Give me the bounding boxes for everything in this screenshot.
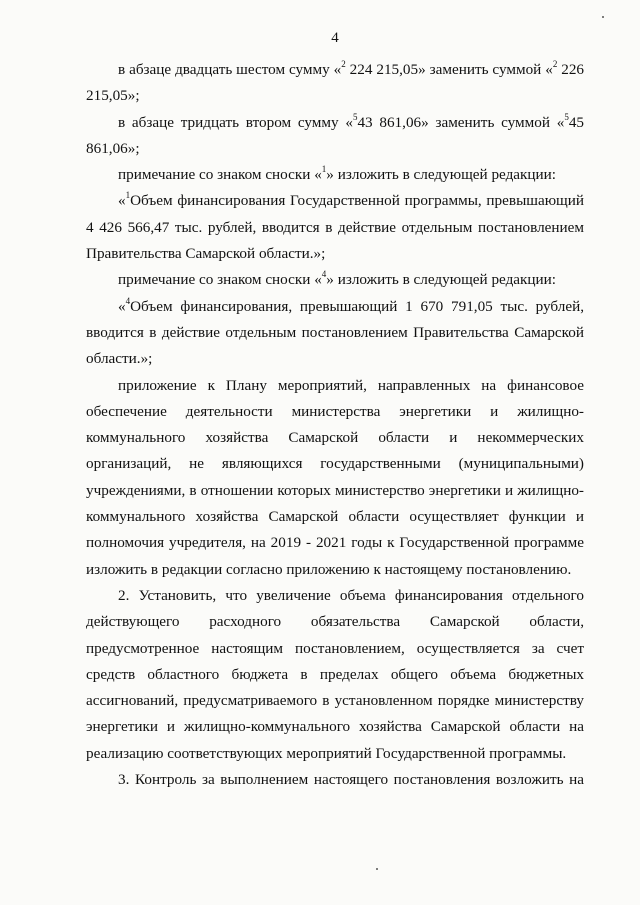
footnote-marker: 4 (321, 269, 327, 280)
footnote-marker: 1 (321, 164, 327, 175)
footnote-marker: 5 (352, 111, 358, 122)
paragraph-footnote-1-text: «$^1$Объем финансирования Государственной программы, превышающий 4 426 566,47 тыс. рублей, вводится в действие отдельным постановлением Правительства Самарской области.»; (86, 190, 584, 263)
footnote-marker: 2 (341, 58, 346, 69)
paragraph-footnote-4-intro: примечание со знаком сноски «$^4$» изложить в следующей редакции: (118, 269, 557, 289)
footnote-marker: 2 (552, 58, 558, 69)
paragraph-amend-32: в абзаце тридцать втором сумму «$^5$43 861,06» заменить суммой «$^5$45 861,06»; (86, 111, 585, 157)
footnote-marker: 4 (125, 295, 131, 306)
paragraph-item-2: 2. Установить, что увеличение объема финансирования отдельного действующего расходного обязательства Самарской области, предусмотренное настоящим постановлением, осуществляется за счет средств областного бюджета в пределах общего объема бюджетных ассигнований, предусматриваемого в установленном порядке министерству энергетики и жилищно-коммунального хозяйства Самарской области на реализацию соответствующих мероприятий Государственной программы. (86, 586, 584, 762)
footnote-marker: 1 (125, 190, 131, 201)
paragraph-footnote-4-text: «$^4$Объем финансирования, превышающий 1 670 791,05 тыс. рублей, вводится в действие отдельным постановлением Правительства Самарской области.»; (86, 295, 584, 368)
paragraph-appendix: приложение к Плану мероприятий, направленных на финансовое обеспечение деятельности министерства энергетики и жилищно-коммунального хозяйства Самарской области и некоммерческих организаций, не являющихся государственными (муниципальными) учреждениями, в отношении которых министерство энергетики и жилищно-коммунального хозяйства Самарской области осуществляет функции и полномочия учредителя, на 2019 - 2021 годы к Государственной программе изложить в редакции согласно приложению к настоящему постановлению. (86, 376, 584, 578)
scan-speck (376, 868, 378, 870)
footnote-marker: 5 (564, 111, 569, 122)
page-number: 4 (331, 30, 339, 46)
paragraph-footnote-1-intro: примечание со знаком сноски «$^1$» изложить в следующей редакции: (118, 164, 557, 184)
scan-speck (602, 16, 604, 18)
paragraph-item-3: 3. Контроль за выполнением настоящего постановления возложить на (118, 771, 584, 789)
paragraph-amend-26: в абзаце двадцать шестом сумму «$^2$ 224 215,05» заменить суммой «$^2$ 226 215,05»; (86, 58, 585, 105)
